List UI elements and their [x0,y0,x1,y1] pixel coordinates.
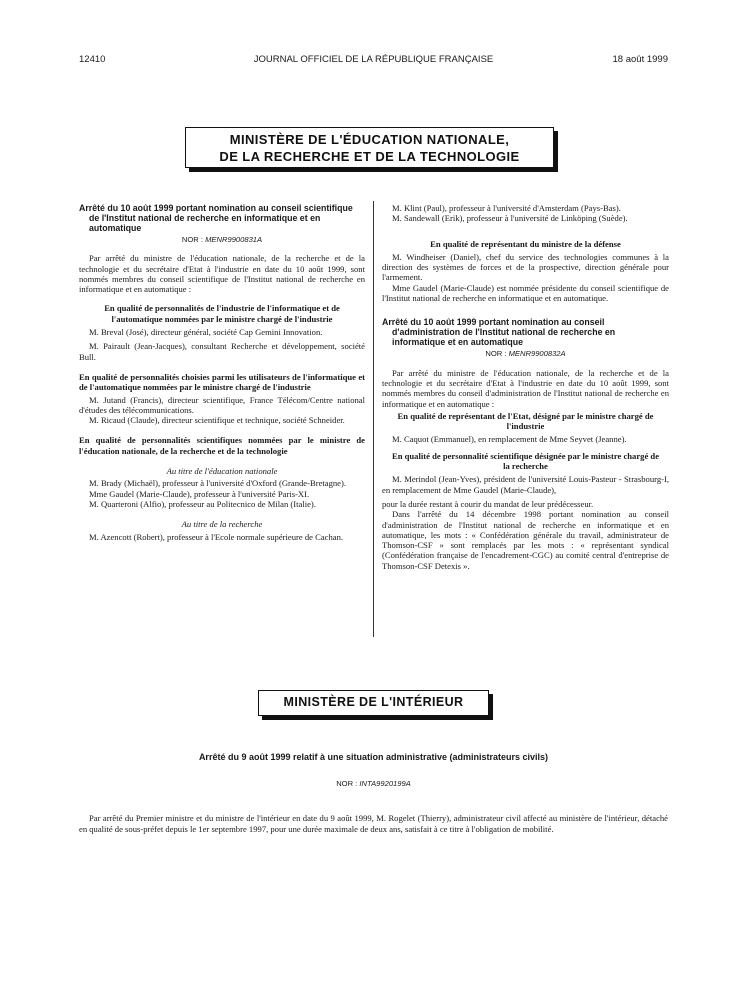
arrete1-subsection-education: Au titre de l'éducation nationale [166,466,278,477]
arrete1-foreign-list [382,203,669,224]
arrete1-research-list [79,532,365,542]
arrete2-duration: pour la durée restant à courir du mandat de leur prédécesseur. [382,498,594,509]
right-column [382,203,669,571]
arrete1-intro: Par arrêté du ministre de l'éducation nationale, de la recherche et de la technologie et du secrétaire d'Etat à l'industrie en date du 10 août 1999, sont nommés membres du conseil scientifique de l'Institut national de recherche en informatique et en automatique : [79,253,365,295]
list-item: Mme Gaudel (Marie-Claude), professeur à l'université Paris-XI. [89,488,310,499]
page-number: 12410 [79,54,106,65]
arrete1-industry-list [79,327,365,362]
arrete3-body: Par arrêté du Premier ministre et du ministre de l'intérieur en date du 9 août 1999, M. Rogelet (Thierry), administrateur civil affecté au ministère de l'intérieur, détaché en qualité de sous-préfet depuis le 1er septembre 1997, pour une durée maximale de deux ans, satisfait à ce titre à l'obligation de mobilité. [79,813,668,834]
arrete3-nor-code: INTA9920199A [359,779,411,788]
issue-date: 18 août 1999 [612,54,668,65]
ministry-education-box [185,127,554,168]
list-item: Mme Gaudel (Marie-Claude) est nommée présidente du conseil scientifique de l'Institut national de recherche en informatique et en automatique. [382,282,669,304]
arrete1-nor: NOR : MENR9900831A [181,235,263,244]
list-item: M. Windheiser (Daniel), chef du service des technologies communes à la direction des systèmes de forces et de la prospective, direction générale pour l'armement. [382,251,669,283]
arrete1-nor-code: MENR9900831A [205,235,263,244]
list-item: M. Pairault (Jean-Jacques), consultant Recherche et développement, société Bull. [79,341,365,362]
arrete1-section-industry: En qualité de personnalités de l'industrie de l'informatique et de l'automatique nommées par le ministre chargé de l'industrie [104,303,340,324]
arrete2-merindol: M. Merindol (Jean-Yves), président de l'université Louis-Pasteur - Strasbourg-I, en remplacement de Mme Gaudel (Marie-Claude), [382,474,669,495]
arrete1-section-defense: En qualité de représentant du ministre de la défense [430,238,621,249]
list-item: M. Quarteroni (Alfio), professeur au Politecnico de Milan (Italie). [89,498,316,509]
journal-title: JOURNAL OFFICIEL DE LA RÉPUBLIQUE FRANÇAISE [253,54,494,65]
arrete2-intro: Par arrêté du ministre de l'éducation nationale, de la recherche et de la technologie et du secrétaire d'Etat à l'industrie en date du 10 août 1999, sont nommés membres du conseil d'administration de l'Institut national de recherche en informatique et en automatique : [382,367,669,409]
arrete1-education-list [79,478,365,509]
list-item: M. Sandewall (Erik), professeur à l'université de Linköping (Suède). [392,213,628,224]
arrete2-title: Arrêté du 10 août 1999 portant nomination au conseil d'administration de l'Institut national de recherche en informatique et en automatique [382,317,616,348]
ministry-education-line1: MINISTÈRE DE L'ÉDUCATION NATIONALE, [229,132,510,147]
page-header [79,54,668,68]
left-column [79,203,365,542]
arrete2-caquot: M. Caquot (Emmanuel), en remplacement de Mme Seyvet (Jeanne). [392,434,627,445]
arrete2-amendment: Dans l'arrêté du 14 décembre 1998 portant nomination au conseil d'administration de l'Institut national de recherche en informatique et en automatique, les mots : « Confédération générale du travail, administrateur de Thomson-CSF » sont remplacés par les mots : « représentant syndical (Confédération française de l'encadrement-CGC) au comité central d'entreprise de Thomson-CSF Detexis ». [382,509,669,571]
arrete1-subsection-research: Au titre de la recherche [181,519,263,530]
column-divider [373,201,374,637]
list-item: M. Breval (José), directeur général, société Cap Gemini Innovation. [89,327,323,338]
arrete1-title: Arrêté du 10 août 1999 portant nomination au conseil scientifique de l'Institut national de recherche en informatique et en automatique [79,203,353,233]
arrete1-section-users: En qualité de personnalités choisies parmi les utilisateurs de l'informatique et de l'automatique nommées par le ministre chargé de l'industrie [79,371,365,393]
arrete2-nor: NOR : MENR9900832A [485,349,566,359]
arrete2-nor-code: MENR9900832A [508,349,566,359]
list-item: M. Klint (Paul), professeur à l'université d'Amsterdam (Pays-Bas). [392,203,621,213]
list-item: M. Azencott (Robert), professeur à l'Ecole normale supérieure de Cachan. [89,531,344,542]
arrete2-section-state: En qualité de représentant de l'Etat, désigné par le ministre chargé de l'industrie [397,410,654,432]
arrete1-defense-list [382,252,669,303]
arrete2-section-scientific: En qualité de personnalité scientifique désignée par le ministre chargé de la recherche [391,450,660,472]
ministry-interior-box: MINISTÈRE DE L'INTÉRIEUR [258,690,489,716]
list-item: M. Ricaud (Claude), directeur scientifique et technique, société Schneider. [89,415,345,426]
arrete1-users-list [79,395,365,426]
list-item: M. Brady (Michaël), professeur à l'université d'Oxford (Grande-Bretagne). [89,478,346,489]
arrete3-nor: NOR : INTA9920199A [336,779,411,788]
arrete1-section-scientific: En qualité de personnalités scientifiques nommées par le ministre de l'éducation nationale, de la recherche et de la technologie [79,435,365,456]
arrete3-title: Arrêté du 9 août 1999 relatif à une situation administrative (administrateurs civils) [198,752,549,762]
list-item: M. Jutand (Francis), directeur scientifique, France Télécom/Centre national d'études des télécommunications. [79,394,365,415]
ministry-education-line2: DE LA RECHERCHE ET DE LA TECHNOLOGIE [219,148,520,164]
